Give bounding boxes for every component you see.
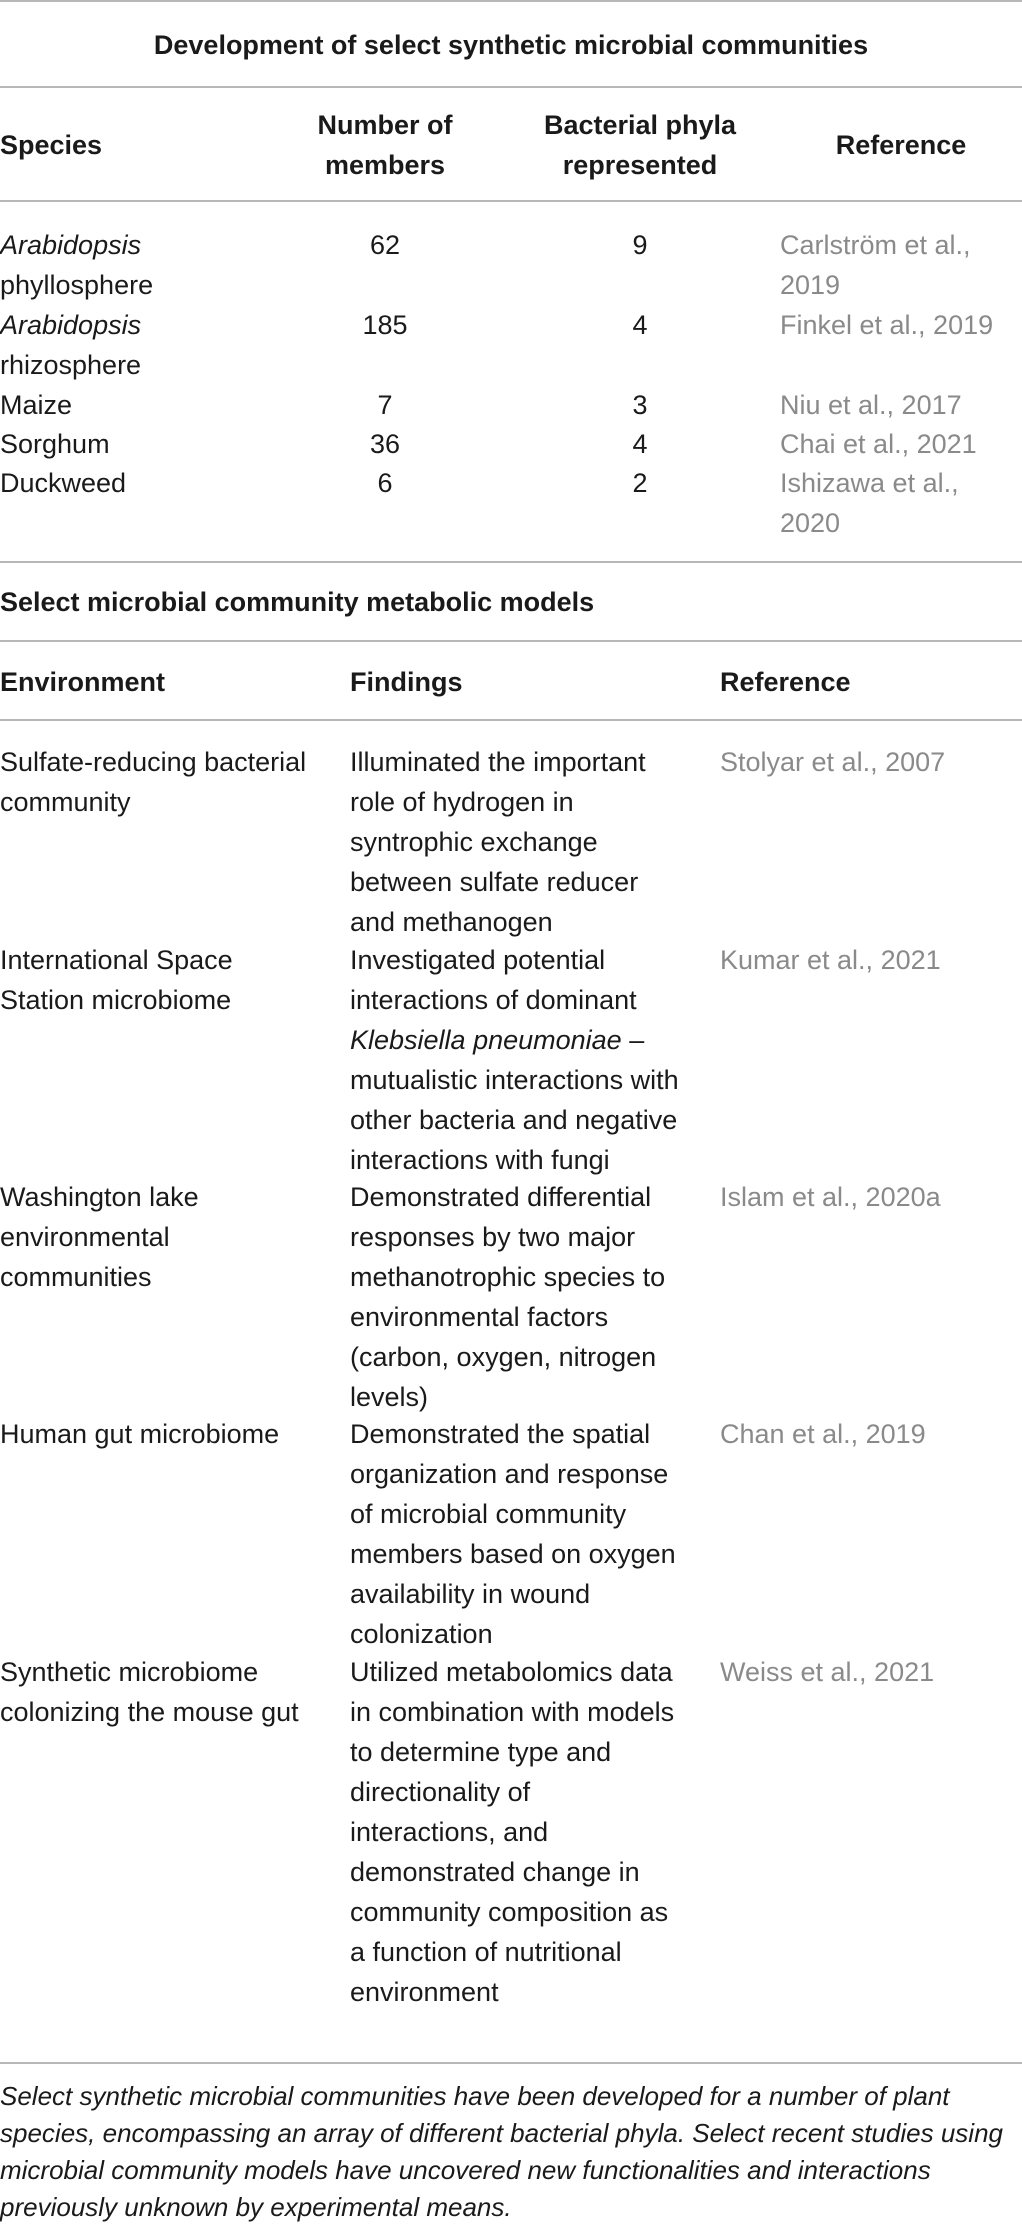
phyla-cell: 9	[632, 230, 648, 260]
environment-cell: Human gut microbiome	[0, 1419, 280, 1449]
table-footnote: Select synthetic microbial communities have been developed for a number of plant species, encompassing an array of different bacterial phyla. Select recent studies using microbial community models have uncovered new functionalities and interactions previously unknown by experimental means.	[0, 2081, 1003, 2222]
members-cell: 36	[369, 429, 401, 459]
table1-title: Development of select synthetic microbial communities	[153, 30, 869, 60]
phyla-cell: 4	[632, 429, 648, 459]
reference-cell: Ishizawa et al., 2020	[780, 468, 959, 538]
species-cell: Maize	[0, 390, 73, 420]
reference-cell: Kumar et al., 2021	[720, 945, 941, 975]
environment-cell: Synthetic microbiome colonizing the mouse gut	[0, 1657, 299, 1727]
species-cell: Duckweed	[0, 468, 127, 498]
environment-cell: International Space Station microbiome	[0, 945, 233, 1015]
reference-cell: Weiss et al., 2021	[720, 1657, 935, 1687]
table2-title: Select microbial community metabolic models	[0, 587, 595, 617]
reference-cell: Stolyar et al., 2007	[720, 747, 946, 777]
reference-cell: Carlström et al., 2019	[780, 230, 971, 300]
species-cell: Arabidopsis phyllosphere	[0, 230, 154, 300]
reference-cell: Islam et al., 2020a	[720, 1182, 941, 1212]
header-members: Number of members	[317, 110, 453, 180]
reference-cell: Niu et al., 2017	[780, 390, 962, 420]
phyla-cell: 4	[632, 310, 648, 340]
table1-header-rule	[0, 200, 1022, 202]
phyla-cell: 2	[632, 468, 648, 498]
table2-top-rule	[0, 561, 1022, 563]
header-findings: Findings	[350, 667, 463, 697]
findings-cell: Demonstrated differential responses by two major methanotrophic species to environmental factors (carbon, oxygen, nitrogen levels)	[350, 1182, 666, 1412]
header-environment: Environment	[0, 667, 166, 697]
header-phyla: Bacterial phyla represented	[543, 110, 737, 180]
members-cell: 7	[377, 390, 393, 420]
reference-cell: Chai et al., 2021	[780, 429, 977, 459]
table2-header-rule	[0, 719, 1022, 721]
environment-cell: Sulfate-reducing bacterial community	[0, 747, 307, 817]
header-reference: Reference	[835, 130, 967, 160]
header-reference-2: Reference	[720, 667, 851, 697]
top-rule	[0, 0, 1022, 2]
table1-title-rule	[0, 86, 1022, 88]
findings-cell: Illuminated the important role of hydrogen in syntrophic exchange between sulfate reducer and methanogen	[350, 747, 646, 937]
reference-cell: Chan et al., 2019	[720, 1419, 926, 1449]
environment-cell: Washington lake environmental communities	[0, 1182, 199, 1292]
table2-title-rule	[0, 640, 1022, 642]
findings-cell: Utilized metabolomics data in combination with models to determine type and directionality of interactions, and demonstrated change in community composition as a function of nutritional environment	[350, 1657, 675, 2007]
footnote-rule	[0, 2062, 1022, 2064]
reference-cell: Finkel et al., 2019	[780, 310, 994, 340]
members-cell: 6	[377, 468, 393, 498]
header-species: Species	[0, 130, 103, 160]
members-cell: 185	[362, 310, 408, 340]
phyla-cell: 3	[632, 390, 648, 420]
species-cell: Sorghum	[0, 429, 110, 459]
species-cell: Arabidopsis rhizosphere	[0, 310, 142, 380]
members-cell: 62	[369, 230, 401, 260]
findings-cell: Investigated potential interactions of dominant Klebsiella pneumoniae – mutualistic interactions with other bacteria and negative interactions with fungi	[350, 945, 679, 1175]
findings-cell: Demonstrated the spatial organization and response of microbial community members based on oxygen availability in wound colonization	[350, 1419, 676, 1649]
